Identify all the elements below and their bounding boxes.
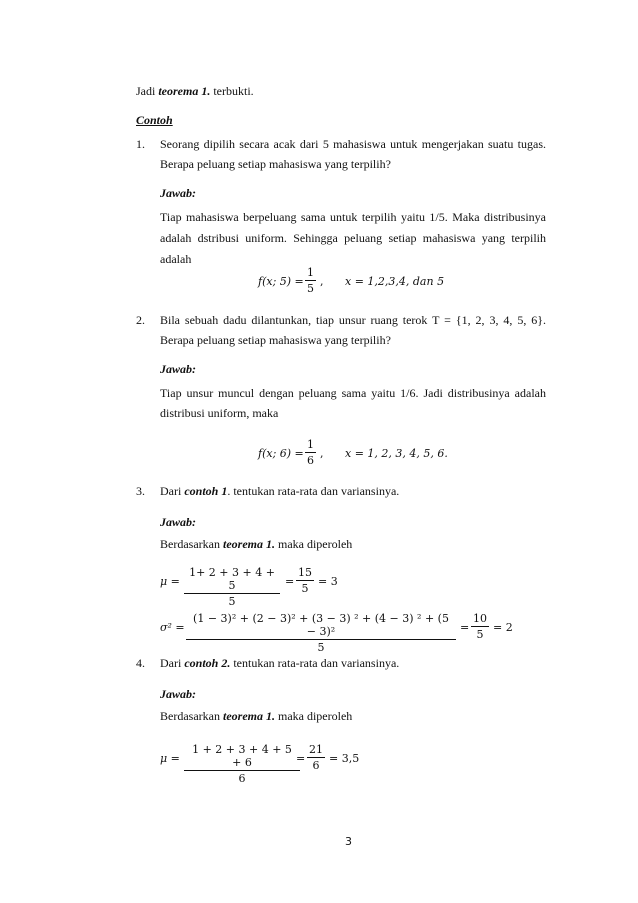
ex4-mu-fraction2 — [307, 743, 325, 772]
ex3-var-lhs: σ² = — [160, 621, 185, 634]
ex4-statement-ref: teorema 1. — [222, 709, 275, 723]
ex4-statement-c: maka diperoleh — [274, 709, 353, 723]
ex2-answer-label: Jawab: — [160, 362, 196, 376]
ex2-question-line1: Bila sebuah dadu dilantunkan, tiap unsur ruang terok T = {1, 2, 3, 4, 5, 6}. — [160, 313, 546, 327]
ex3-mu-den2: 5 — [301, 582, 309, 595]
ex2-formula-rhs: x = 1, 2, 3, 4, 5, 6. — [345, 447, 448, 460]
ex3-var-eq: = — [460, 621, 470, 634]
ex3-mu-num2: 15 — [298, 566, 312, 579]
ex4-number: 4. — [136, 656, 145, 670]
ex4-mu-num: 1 + 2 + 3 + 4 + 5 + 6 — [184, 743, 300, 771]
ex2-formula-comma: , — [320, 447, 324, 460]
ex2-fraction-den: 6 — [307, 454, 314, 467]
page-number: 3 — [345, 835, 352, 848]
ex1-formula-lhs: f(x; 5) = — [258, 275, 304, 288]
ex1-answer-line3: adalah — [160, 252, 192, 266]
ex3-var-den2: 5 — [476, 628, 484, 641]
ex3-mu-result: = 3 — [318, 575, 338, 588]
ex4-mu-fraction — [184, 743, 300, 785]
intro-end: terbukti. — [210, 84, 254, 98]
intro-theorem: teorema 1. — [158, 84, 211, 98]
ex4-mu-result: = 3,5 — [329, 752, 360, 765]
ex3-var-fraction2 — [471, 612, 489, 641]
ex4-question-c: tentukan rata-rata dan variansinya. — [230, 656, 400, 670]
ex4-mu-eq: = — [296, 752, 306, 765]
ex3-mu-fraction2 — [296, 566, 314, 595]
ex4-mu-lhs: μ = — [160, 752, 180, 765]
ex3-mu-num: 1+ 2 + 3 + 4 + 5 — [184, 566, 280, 594]
ex3-var-den: 5 — [317, 641, 325, 654]
ex4-statement-a: Berdasarkan — [160, 709, 223, 723]
ex3-question-ref: contoh 1 — [184, 484, 228, 498]
ex2-fraction-num: 1 — [307, 438, 314, 451]
section-heading: Contoh — [136, 113, 173, 127]
ex2-answer-line1: Tiap unsur muncul dengan peluang sama yaitu 1/6. Jadi distribusinya adalah — [160, 386, 546, 400]
ex3-var-fraction — [186, 612, 456, 654]
ex3-statement-c: maka diperoleh — [274, 537, 353, 551]
ex1-question-line1: Seorang dipilih secara acak dari 5 mahasiswa untuk mengerjakan suatu tugas. — [160, 137, 546, 151]
ex4-mu-num2: 21 — [309, 743, 323, 756]
ex3-statement-ref: teorema 1. — [222, 537, 275, 551]
ex2-formula-lhs: f(x; 6) = — [258, 447, 304, 460]
ex4-question-ref: contoh 2. — [184, 656, 231, 670]
ex3-var-num2: 10 — [473, 612, 487, 625]
ex3-var-num: (1 − 3)² + (2 − 3)² + (3 − 3) ² + (4 − 3) ² + (5 − 3)² — [186, 612, 456, 640]
ex4-answer-label: Jawab: — [160, 687, 196, 701]
ex3-answer-label: Jawab: — [160, 515, 196, 529]
ex3-number: 3. — [136, 484, 145, 498]
ex1-answer-line1: Tiap mahasiswa berpeluang sama untuk terpilih yaitu 1/5. Maka distribusinya — [160, 210, 546, 224]
ex2-question-line2: Berapa peluang setiap mahasiswa yang terpilih? — [160, 333, 391, 347]
ex1-number: 1. — [136, 137, 145, 151]
ex2-number: 2. — [136, 313, 145, 327]
ex1-answer-line2: adalah dstribusi uniform. Sehingga peluang setiap mahasiswa yang terpilih — [160, 231, 546, 245]
intro-line — [136, 84, 254, 98]
ex4-mu-den2: 6 — [312, 759, 320, 772]
ex3-question-a: Dari — [160, 484, 185, 498]
ex1-fraction-num: 1 — [307, 266, 314, 279]
ex1-formula-comma: , — [320, 275, 324, 288]
ex3-statement — [160, 537, 352, 551]
ex1-fraction-den: 5 — [307, 282, 314, 295]
ex2-answer-line2: distribusi uniform, maka — [160, 406, 279, 420]
ex4-question — [160, 656, 399, 670]
ex3-var-result: = 2 — [493, 621, 513, 634]
ex3-question-c: . tentukan rata-rata dan variansinya. — [227, 484, 400, 498]
ex1-formula-fraction — [305, 266, 316, 295]
ex1-formula-rhs: x = 1,2,3,4, dan 5 — [345, 275, 445, 288]
ex1-question-line2: Berapa peluang setiap mahasiswa yang terpilih? — [160, 157, 391, 171]
ex3-mu-den: 5 — [228, 595, 236, 608]
ex3-mu-eq: = — [285, 575, 295, 588]
ex3-question — [160, 484, 399, 498]
intro-text: Jadi — [136, 84, 159, 98]
ex3-mu-lhs: μ = — [160, 575, 180, 588]
ex3-mu-fraction — [184, 566, 280, 608]
ex3-statement-a: Berdasarkan — [160, 537, 223, 551]
ex1-answer-label: Jawab: — [160, 186, 196, 200]
ex4-statement — [160, 709, 352, 723]
ex2-formula-fraction — [305, 438, 316, 467]
ex4-mu-den: 6 — [238, 772, 246, 785]
ex4-question-a: Dari — [160, 656, 185, 670]
